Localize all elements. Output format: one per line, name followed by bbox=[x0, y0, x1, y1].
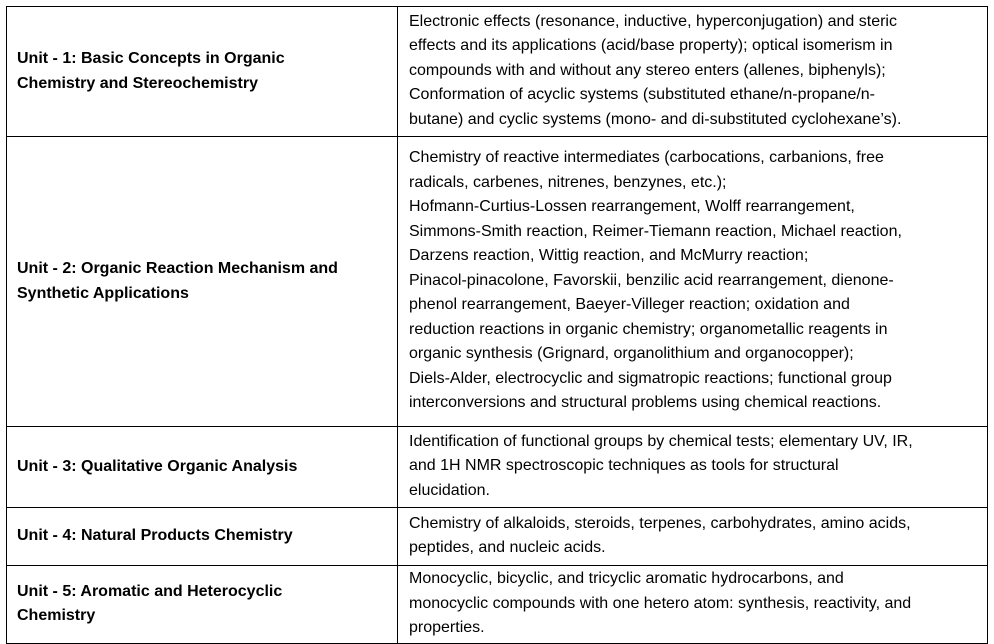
unit-title-line: Unit - 2: Organic Reaction Mechanism and bbox=[17, 260, 338, 277]
table-row-unit-3 bbox=[7, 427, 988, 508]
unit-content-cell bbox=[398, 137, 988, 427]
unit-title-line: Synthetic Applications bbox=[17, 284, 189, 302]
content-line: and 1H NMR spectroscopic techniques as tools for structural bbox=[409, 457, 839, 475]
content-line: Darzens reaction, Wittig reaction, and McMurry reaction; bbox=[409, 247, 809, 265]
content-line: Conformation of acyclic systems (substituted ethane/n-propane/n- bbox=[409, 86, 876, 104]
content-line: monocyclic compounds with one hetero atom: synthesis, reactivity, and bbox=[409, 594, 912, 612]
unit-content-cell bbox=[398, 566, 988, 644]
unit-content-cell bbox=[398, 508, 988, 566]
content-line: phenol rearrangement, Baeyer-Villeger reaction; oxidation and bbox=[409, 296, 850, 314]
content-line: Monocyclic, bicyclic, and tricyclic aromatic hydrocarbons, and bbox=[409, 570, 844, 587]
unit-content-cell bbox=[398, 7, 988, 137]
unit-title-line: Unit - 4: Natural Products Chemistry bbox=[17, 527, 293, 545]
content-line: Pinacol-pinacolone, Favorskii, benzilic acid rearrangement, dienone- bbox=[409, 271, 894, 289]
content-line: effects and its applications (acid/base property); optical isomerism in bbox=[409, 37, 893, 55]
content-line: peptides, and nucleic acids. bbox=[409, 539, 606, 556]
table-row-unit-1 bbox=[7, 7, 988, 137]
syllabus-table bbox=[6, 6, 988, 644]
table-row-unit-4 bbox=[7, 508, 988, 566]
content-line: butane) and cyclic systems (mono- and di-substituted cyclohexane’s). bbox=[409, 110, 902, 128]
table-row-unit-2 bbox=[7, 137, 988, 427]
unit-title-cell bbox=[7, 137, 398, 427]
content-line: compounds with and without any stereo enters (allenes, biphenyls); bbox=[409, 61, 886, 79]
content-line: interconversions and structural problems using chemical reactions. bbox=[409, 394, 882, 412]
content-line: Diels-Alder, electrocyclic and sigmatropic reactions; functional group bbox=[409, 369, 892, 387]
unit-title-line: Chemistry bbox=[17, 607, 96, 625]
content-line: Identification of functional groups by chemical tests; elementary UV, IR, bbox=[409, 432, 913, 450]
content-line: Hofmann-Curtius-Lossen rearrangement, Wolff rearrangement, bbox=[409, 198, 855, 216]
unit-title-cell bbox=[7, 566, 398, 644]
content-line: properties. bbox=[409, 619, 485, 636]
unit-title-line: Chemistry and Stereochemistry bbox=[17, 74, 258, 92]
content-line: reduction reactions in organic chemistry; organometallic reagents in bbox=[409, 320, 888, 338]
unit-title-line: Unit - 5: Aromatic and Heterocyclic bbox=[17, 582, 283, 600]
content-line: radicals, carbenes, nitrenes, benzynes, etc.); bbox=[409, 173, 727, 191]
content-line: Electronic effects (resonance, inductive, hyperconjugation) and steric bbox=[409, 12, 897, 30]
unit-title-line: Unit - 1: Basic Concepts in Organic bbox=[17, 50, 285, 67]
content-line: Chemistry of reactive intermediates (carbocations, carbanions, free bbox=[409, 149, 884, 167]
content-line: elucidation. bbox=[409, 481, 490, 499]
unit-content-cell bbox=[398, 427, 988, 508]
unit-title-line: Unit - 3: Qualitative Organic Analysis bbox=[17, 457, 298, 475]
table-row-unit-5 bbox=[7, 566, 988, 644]
content-line: Chemistry of alkaloids, steroids, terpenes, carbohydrates, amino acids, bbox=[409, 514, 911, 532]
content-line: organic synthesis (Grignard, organolithium and organocopper); bbox=[409, 345, 854, 363]
unit-title-cell bbox=[7, 508, 398, 566]
unit-title-cell bbox=[7, 7, 398, 137]
unit-title-cell bbox=[7, 427, 398, 508]
content-line: Simmons-Smith reaction, Reimer-Tiemann reaction, Michael reaction, bbox=[409, 222, 902, 240]
